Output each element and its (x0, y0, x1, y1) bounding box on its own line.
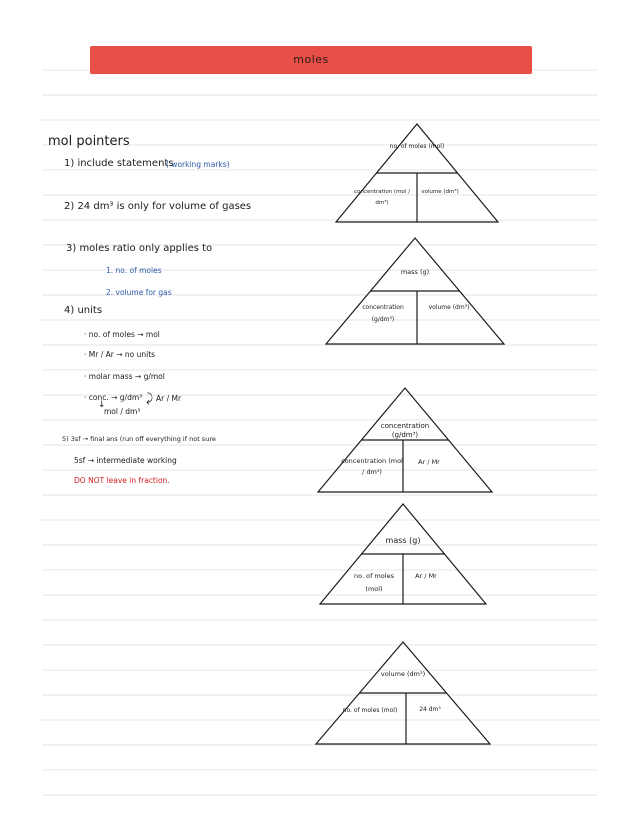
triangle-outline (320, 504, 486, 604)
unit-molar-mass: · molar mass → g/mol (84, 372, 165, 381)
triangle-3-right: Ar / Mr (418, 458, 440, 466)
pointer-1-note: ( working marks) (166, 160, 230, 169)
pointer-1: 1) include statements (64, 158, 174, 169)
pointer-4: 4) units (64, 305, 103, 316)
pointer-3-item-1: 1. no. of moles (106, 266, 162, 275)
triangle-2-top: mass (g) (400, 268, 430, 276)
triangle-1-top: no. of moles (mol) (389, 143, 445, 150)
pointer-2: 2) 24 dm³ is only for volume of gases (64, 201, 252, 212)
triangle-1-right: volume (dm³) (421, 189, 459, 195)
down-arrow-icon: ↓ (98, 400, 106, 410)
formula-triangle-4 (320, 504, 486, 604)
page-title: moles (293, 53, 329, 66)
unit-conc: · conc. → g/dm³ (84, 393, 143, 402)
unit-moles: · no. of moles → mol (84, 330, 160, 339)
unit-mol-dm3: mol / dm³ (104, 407, 141, 416)
triangle-4-left: no. of moles (mol) (354, 572, 394, 593)
triangle-outline (326, 238, 504, 344)
formula-triangle-2 (326, 238, 504, 344)
formula-triangle-5 (316, 642, 490, 744)
triangle-2-left: concentration (g/dm³) (362, 304, 404, 323)
title-banner (90, 46, 532, 74)
triangle-4-right: Ar / Mr (415, 572, 437, 580)
triangle-3-left: concentration (mol / dm³) (341, 457, 403, 476)
formula-triangle-3 (318, 388, 492, 492)
triangle-1-left: concentration (mol / dm³) (354, 189, 410, 206)
unit-ar-mr: Ar / Mr (156, 394, 182, 403)
pointer-5-warning: DO NOT leave in fraction. (74, 476, 170, 485)
triangle-3-top: concentration (g/dm³) (380, 422, 430, 439)
pointer-5: 5) 3sf → final ans (run off everything if not sure (62, 435, 216, 443)
unit-mr: · Mr / Ar → no units (84, 350, 156, 359)
formula-triangle-1 (336, 124, 498, 222)
pointer-5-intermediate: 5sf → intermediate working (74, 456, 177, 465)
triangle-5-top: volume (dm³) (380, 670, 426, 678)
triangle-5-left: no. of moles (mol) (342, 707, 398, 714)
pointer-3: 3) moles ratio only applies to (66, 243, 213, 254)
triangle-2-right: volume (dm³) (428, 304, 470, 311)
pointers-heading: mol pointers (48, 134, 130, 149)
triangle-4-top: mass (g) (385, 536, 421, 545)
pointer-3-item-2: 2. volume for gas (106, 288, 172, 297)
brace-arrow-icon: ⤸ (146, 391, 154, 405)
triangle-5-right: 24 dm³ (419, 706, 441, 713)
triangle-outline (316, 642, 490, 744)
